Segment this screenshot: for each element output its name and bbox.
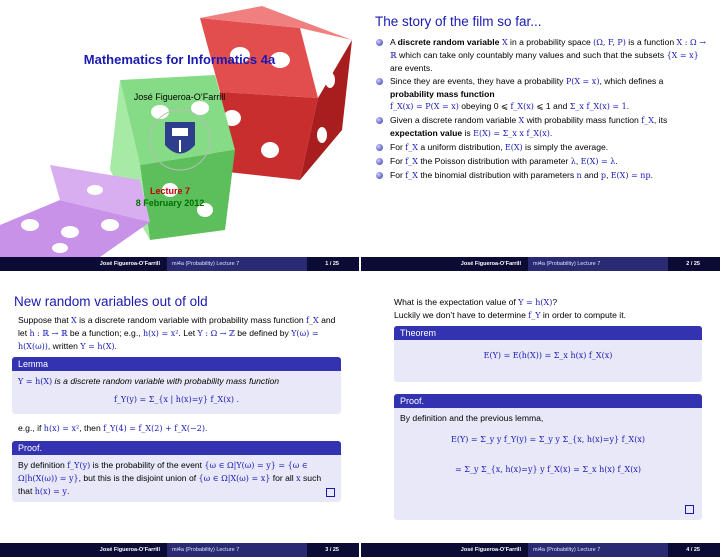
list-item: For f_X the Poisson distribution with parameter λ, E(X) = λ. (375, 155, 708, 168)
footer-author: José Figueroa-O’Farrill (99, 547, 160, 553)
slide-title (0, 0, 359, 271)
slide-footer (361, 543, 720, 557)
theorem-block (394, 326, 702, 382)
lecture-label: Lecture 7 (149, 186, 191, 196)
theorem-equation: E(Y) = E(h(X)) = Σ_x h(x) f_X(x) (483, 351, 613, 360)
slide-body (394, 296, 702, 520)
lemma-equation: f_Y(y) = Σ_{x | h(x)=y} f_X(x) . (113, 395, 240, 404)
proof-header: Proof. (394, 394, 702, 408)
slide-story-so-far (361, 0, 720, 271)
bullet-list (375, 36, 708, 183)
footer-page-number: 4 / 25 (686, 547, 700, 553)
proof-block: Proof. By definition f_Y(y) is the probability of the event {ω ∈ Ω|Y(ω) = y} = {ω ∈ Ω|h(X(ω)) = y}, but this is the disjoint union of {ω ∈ Ω|X(ω) = x} for all x such that h(x) = y. (12, 441, 341, 502)
footer-page-number: 1 / 25 (325, 261, 339, 267)
qed-square-icon (685, 505, 694, 514)
qed-square-icon (326, 488, 335, 497)
dice-illustration (0, 0, 359, 257)
slide-expectation-theorem (361, 286, 720, 557)
lecture-date: 8 February 2012 (135, 198, 205, 208)
footer-author: José Figueroa-O’Farrill (460, 261, 521, 267)
slide-heading: The story of the film so far... (375, 14, 542, 29)
footer-course: mi4a (Probability) Lecture 7 (172, 261, 240, 267)
theorem-header: Theorem (394, 326, 702, 340)
list-item: A discrete random variable X in a probability space (Ω, F, P) is a function X : Ω → ℝ which can take only countably many values and such that the subsets {X = x} are events. (375, 36, 708, 74)
footer-course: mi4a (Probability) Lecture 7 (172, 547, 240, 553)
example-line: e.g., if h(x) = x², then f_Y(4) = f_X(2) + f_X(−2). (18, 423, 208, 433)
slide-footer (0, 543, 359, 557)
intro-paragraph: Suppose that X is a discrete random variable with probability mass function f_X and let h : ℝ → ℝ be a function; e.g., h(x) = x². Let Y : Ω → ℤ be defined by Y(ω) = h(X(ω)), written Y = h(X). (18, 315, 336, 351)
question-line: What is the expectation value of Y = h(X)? (394, 297, 558, 307)
list-item: Given a discrete random variable X with probability mass function f_X, its expectation value is E(X) = Σ_x x f_X(x). (375, 114, 708, 140)
footer-course: mi4a (Probability) Lecture 7 (533, 261, 601, 267)
lucky-line: Luckily we don’t have to determine f_Y in order to compute it. (394, 310, 626, 320)
footer-author: José Figueroa-O’Farrill (99, 261, 160, 267)
proof-text: By definition and the previous lemma, (400, 413, 544, 423)
proof-equation-1: E(Y) = Σ_y y f_Y(y) = Σ_y y Σ_{x, h(x)=y} f_X(x) (450, 435, 646, 444)
lemma-block: Lemma Y = h(X) is a discrete random variable with probability mass function f_Y(y) = Σ_{x | h(x)=y} f_X(x) . (12, 357, 341, 414)
slide-footer (0, 257, 359, 271)
proof-block (394, 394, 702, 520)
lemma-header: Lemma (12, 357, 341, 371)
presentation-title: Mathematics for Informatics 4a (83, 52, 276, 67)
list-item: For f_X the binomial distribution with parameters n and p, E(X) = np. (375, 169, 708, 182)
purple-die-image (0, 165, 150, 257)
footer-author: José Figueroa-O’Farrill (460, 547, 521, 553)
footer-page-number: 2 / 25 (686, 261, 700, 267)
list-item: Since they are events, they have a probability P(X = x), which defines a probability mass function f_X(x) = P(X = x) obeying 0 ⩽ f_X(x) ⩽ 1 and Σ_x f_X(x) = 1. (375, 75, 708, 113)
list-item: For f_X a uniform distribution, E(X) is simply the average. (375, 141, 708, 154)
footer-page-number: 3 / 25 (325, 547, 339, 553)
presentation-author: José Figueroa-O’Farrill (133, 92, 226, 102)
slide-heading: New random variables out of old (14, 294, 208, 309)
footer-course: mi4a (Probability) Lecture 7 (533, 547, 601, 553)
proof-header: Proof. (12, 441, 341, 455)
slide-footer (361, 257, 720, 271)
proof-equation-2: = Σ_y Σ_{x, h(x)=y} y f_X(x) = Σ_x h(x) f_X(x) (455, 465, 641, 474)
slide-new-random-variables (0, 286, 359, 557)
slide-body (18, 314, 341, 502)
